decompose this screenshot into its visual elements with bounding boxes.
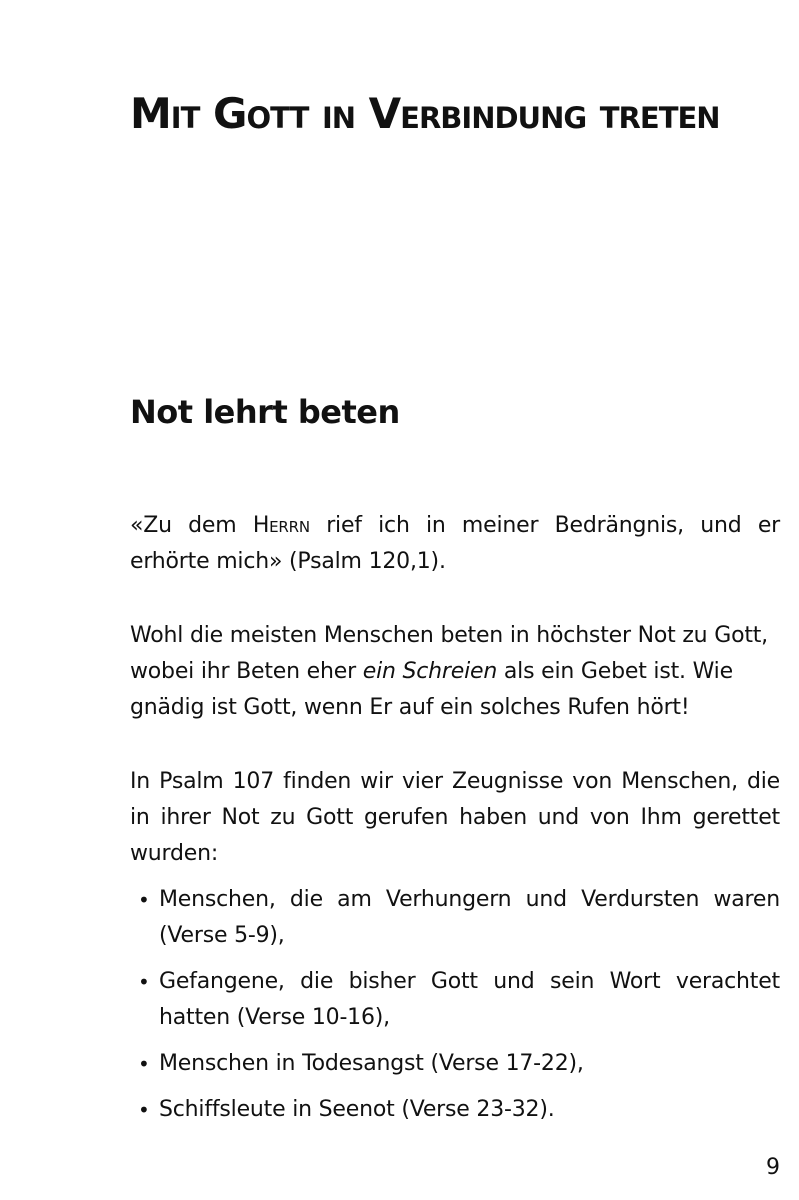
lord-small-caps: Herrn — [252, 513, 310, 538]
list-item-text: Schiffsleute in Seenot (Verse 23-32). — [159, 1097, 555, 1122]
list-item — [130, 964, 780, 1036]
bullet-icon: • — [138, 888, 150, 912]
list-item — [130, 1046, 780, 1082]
bullet-icon: • — [138, 970, 150, 994]
list-item-text: Gefangene, die bisher Gott und sein Wort verachtet hatten (Verse 10-16), — [159, 969, 780, 1030]
scripture-quote-paragraph — [130, 508, 780, 580]
page-number: 9 — [766, 1155, 780, 1180]
prayer-text-after: als ein Gebet ist. Wie gnädig ist Gott, wenn Er auf ein solches Rufen hört! — [130, 659, 733, 720]
quote-text-after: rief ich in meiner Bedrängnis, und er erhörte mich» (Psalm 120,1). — [130, 513, 780, 574]
list-item-text: Menschen in Todesangst (Verse 17-22), — [159, 1051, 584, 1076]
emphasis-text: ein Schreien — [362, 659, 498, 684]
list-item-text: Menschen, die am Verhungern und Verdursten waren (Verse 5-9), — [159, 887, 780, 948]
list-item — [130, 1092, 780, 1128]
prayer-paragraph — [130, 618, 780, 726]
list-item — [130, 882, 780, 954]
testimony-list — [130, 882, 780, 1138]
psalm-intro-paragraph: In Psalm 107 finden wir vier Zeugnisse von Menschen, die in ihrer Not zu Gott gerufen haben und von Ihm gerettet wurden: — [130, 769, 780, 866]
prayer-text-before: Wohl die meisten Menschen beten in höchster Not zu Gott, wobei ihr Beten eher — [130, 623, 768, 684]
bullet-icon: • — [138, 1098, 150, 1122]
section-heading: Not lehrt beten — [130, 393, 400, 431]
quote-text-before: «Zu dem — [130, 513, 253, 538]
bullet-icon: • — [138, 1052, 150, 1076]
page-title: Mit Gott in Verbindung treten — [130, 89, 720, 138]
